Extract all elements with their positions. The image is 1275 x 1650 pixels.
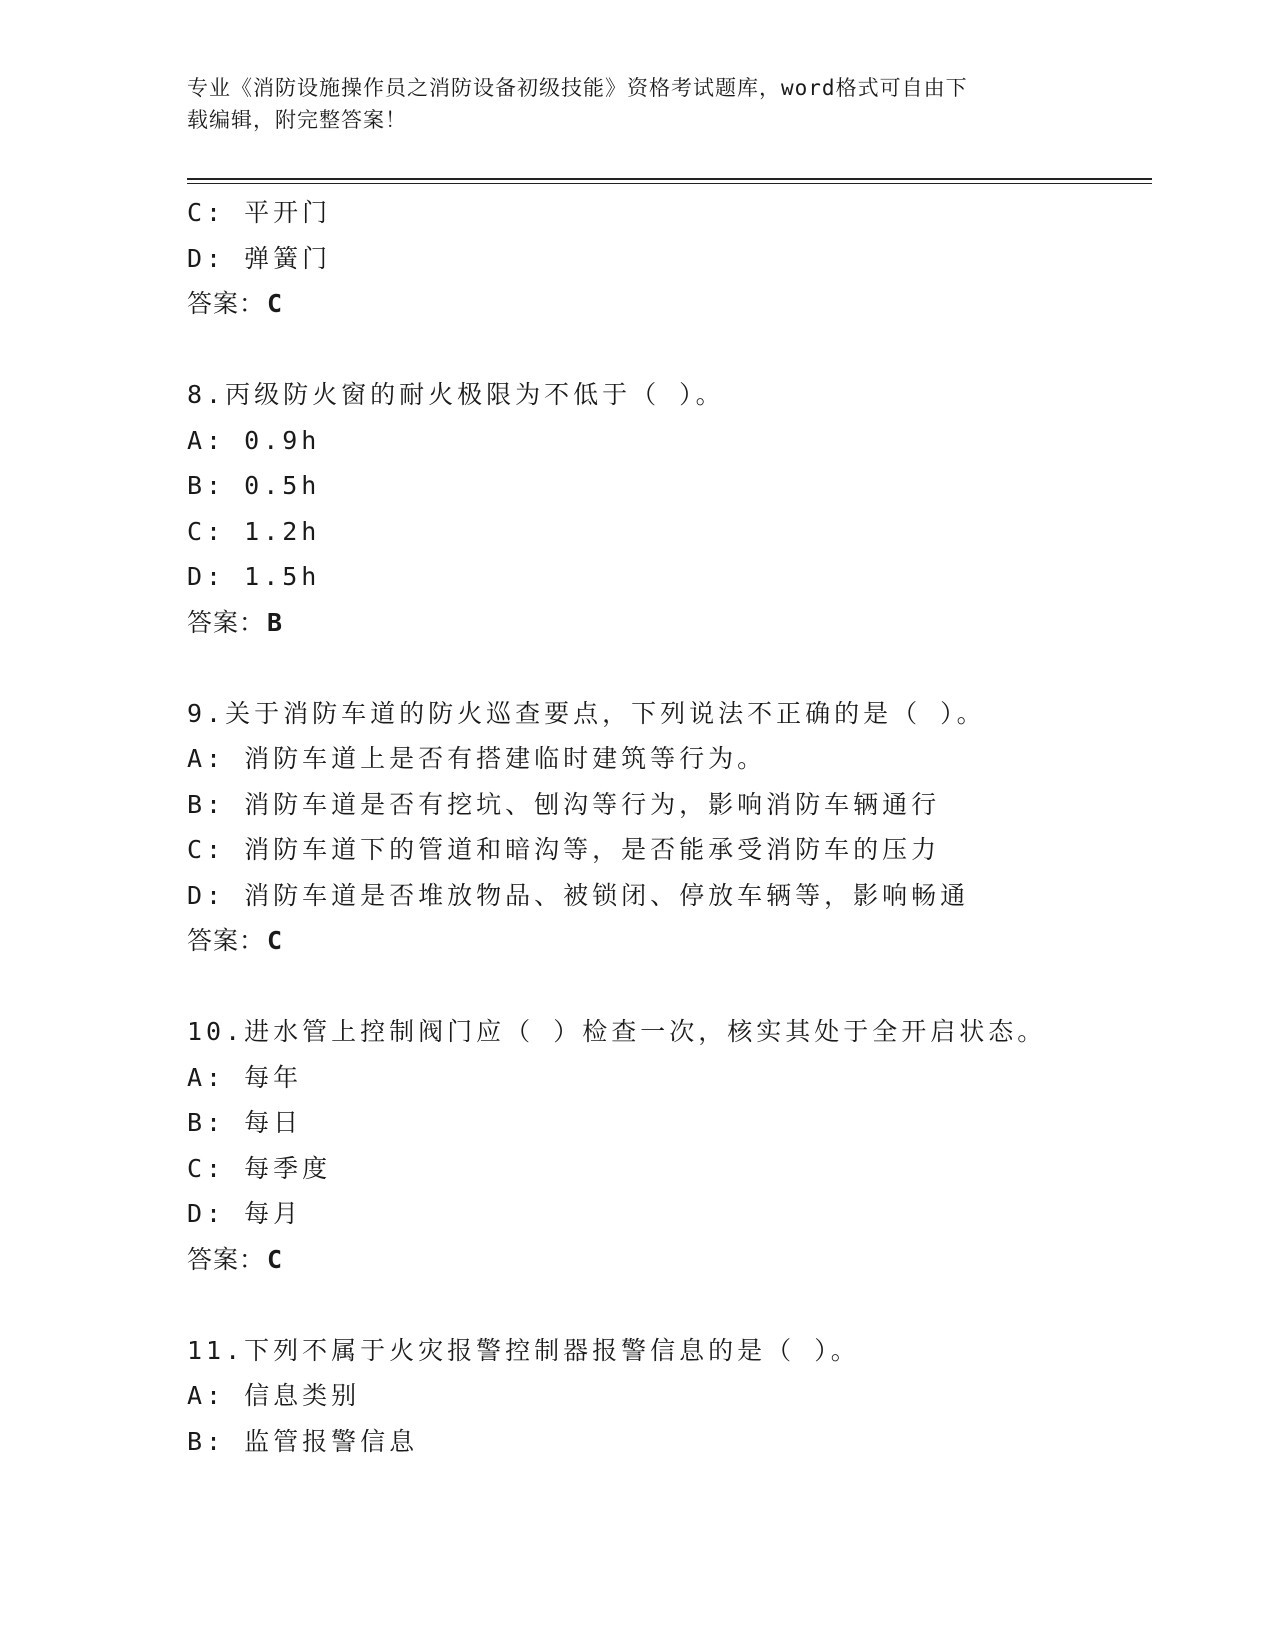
question-list	[187, 190, 1152, 1464]
option-a: A: 每年	[187, 1062, 303, 1092]
answer-line	[187, 281, 1152, 327]
option-c: C: 消防车道下的管道和暗沟等，是否能承受消防车的压力	[187, 835, 941, 864]
answer-value: C	[267, 926, 284, 955]
answer-value: C	[267, 289, 284, 318]
answer-label: 答案：	[187, 289, 266, 318]
spacer	[187, 1282, 1152, 1328]
question-10	[187, 1009, 1152, 1282]
option-a: A: 消防车道上是否有搭建临时建筑等行为。	[187, 744, 767, 773]
option-d: D: 消防车道是否堆放物品、被锁闭、停放车辆等，影响畅通	[187, 880, 970, 910]
answer-label: 答案：	[187, 1244, 266, 1274]
option-b: B: 监管报警信息	[187, 1426, 419, 1456]
question-8	[187, 372, 1152, 645]
option-a: A: 0.9h	[187, 425, 321, 455]
header-line-1: 专业《消防设施操作员之消防设备初级技能》资格考试题库，word格式可自由下	[187, 76, 968, 100]
spacer	[187, 645, 1152, 691]
answer-line	[187, 918, 1152, 964]
option-d: D: 1.5h	[187, 562, 321, 591]
answer-line	[187, 600, 1152, 646]
option-d: D: 每月	[187, 1199, 303, 1228]
option-d: D: 弹簧门	[187, 243, 332, 273]
header-rule-thin	[187, 183, 1152, 184]
question-stem: 9.关于消防车道的防火巡查要点，下列说法不正确的是（ ）。	[187, 698, 986, 728]
answer-label: 答案：	[187, 926, 266, 955]
question-7	[187, 190, 1152, 327]
question-stem: 8.丙级防火窗的耐火极限为不低于（ ）。	[187, 380, 725, 409]
document-header	[187, 72, 1087, 136]
option-c: C: 1.2h	[187, 516, 321, 546]
header-line-2: 载编辑，附完整答案！	[187, 108, 407, 132]
answer-label: 答案：	[187, 607, 266, 637]
answer-value: C	[267, 1244, 284, 1274]
option-b: B: 每日	[187, 1108, 303, 1137]
question-11	[187, 1328, 1152, 1465]
spacer	[187, 327, 1152, 373]
option-c: C: 每季度	[187, 1153, 332, 1183]
header-rule-thick	[187, 178, 1152, 180]
answer-value: B	[267, 607, 284, 637]
question-9	[187, 691, 1152, 964]
question-stem: 10.进水管上控制阀门应（ ）检查一次，核实其处于全开启状态。	[187, 1017, 1047, 1046]
option-b: B: 0.5h	[187, 471, 321, 500]
option-b: B: 消防车道是否有挖坑、刨沟等行为，影响消防车辆通行	[187, 789, 941, 819]
answer-line	[187, 1237, 1152, 1283]
question-stem: 11.下列不属于火灾报警控制器报警信息的是（ ）。	[187, 1335, 860, 1365]
option-a: A: 信息类别	[187, 1381, 361, 1410]
option-c: C: 平开门	[187, 198, 332, 227]
spacer	[187, 964, 1152, 1010]
